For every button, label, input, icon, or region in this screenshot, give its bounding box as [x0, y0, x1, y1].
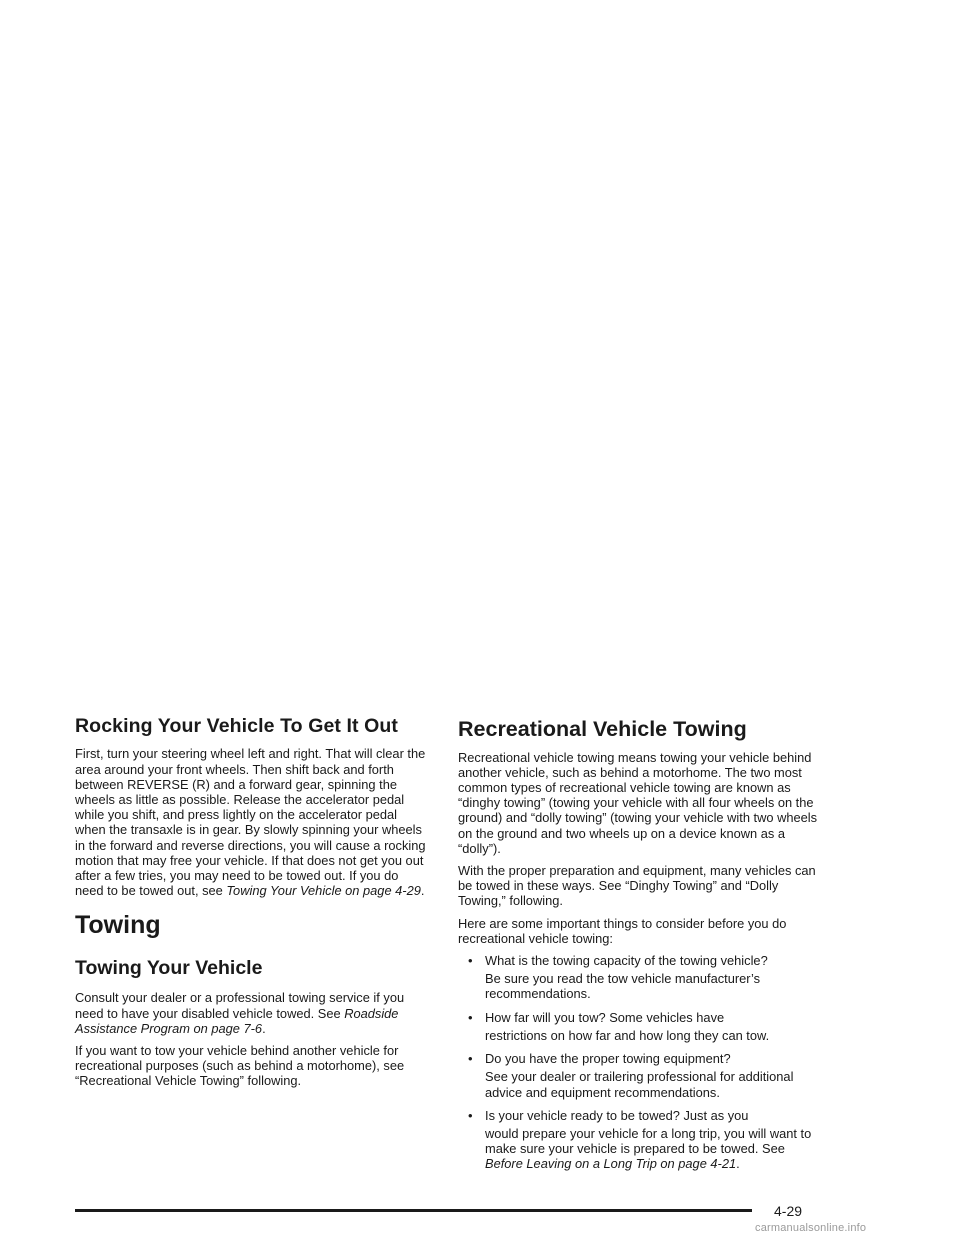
bullet-icon: •	[468, 953, 473, 969]
list-item-body: See your dealer or trailering professional for additional advice and equipment recommendations.	[485, 1069, 794, 1100]
rocking-text: First, turn your steering wheel left and right. That will clear the area around your front wheels. Then shift back and forth between REVERSE (R) and a forward gear, spinning the wheels as little as possible. Release the accelerator pedal while you shift, and press lightly on the accelerator pedal when the transaxle is in gear. By slowly spinning your wheels in the forward and reverse directions, you will cause a rocking motion that may free your vehicle. If that does not get you out after a few tries, you may need to be towed out. If you do need to be towed out, see	[75, 746, 426, 899]
watermark: carmanualsonline.info	[755, 1222, 867, 1234]
footer-rule	[75, 1209, 752, 1212]
list-item	[458, 953, 820, 1002]
list-item-body: Be sure you read the tow vehicle manufacturer’s recommendations.	[485, 971, 761, 1002]
rv-paragraph-3: Here are some important things to consider before you do recreational vehicle towing:	[458, 915, 787, 946]
rocking-page-ref: Towing Your Vehicle on page 4-29	[226, 883, 421, 899]
list-item-lead: Do you have the proper towing equipment?	[485, 1051, 731, 1067]
list-item-body: would prepare your vehicle for a long trip, you will want to make sure your vehicle is prepared to be towed. See	[485, 1125, 812, 1157]
towing-paragraph-1	[75, 990, 427, 1036]
towing-vehicle-heading: Towing Your Vehicle	[75, 956, 263, 979]
towing-p1-text: Consult your dealer or a professional towing service if you need to have your disabled vehicle towed. See	[75, 990, 405, 1021]
list-item	[458, 1051, 820, 1100]
bullet-icon: •	[468, 1051, 473, 1067]
towing-p1-page-ref: Roadside Assistance Program on page 7-6	[75, 1005, 399, 1036]
considerations-list	[458, 953, 820, 1171]
rv-heading: Recreational Vehicle Towing	[458, 717, 747, 741]
list-item-page-ref: Before Leaving on a Long Trip on page 4-21	[485, 1156, 737, 1172]
rocking-heading: Rocking Your Vehicle To Get It Out	[75, 715, 399, 737]
page-number: 4-29	[774, 1203, 803, 1219]
towing-heading: Towing	[75, 911, 161, 940]
list-item-end: .	[736, 1156, 740, 1172]
towing-p1-end: .	[262, 1020, 266, 1036]
rocking-paragraph	[75, 746, 427, 898]
list-item-body: restrictions on how far and how long they can tow.	[485, 1027, 770, 1043]
bullet-icon: •	[468, 1107, 473, 1123]
bullet-icon: •	[468, 1009, 473, 1025]
list-item-lead: What is the towing capacity of the towing vehicle?	[485, 953, 768, 969]
rv-paragraph-2: With the proper preparation and equipment, many vehicles can be towed in these ways. See “Dinghy Towing” and “Dolly Towing,” following.	[458, 863, 816, 909]
rv-paragraph-1: Recreational vehicle towing means towing your vehicle behind another vehicle, such as behind a motorhome. The two most common types of recreational vehicle towing are known as “dinghy towing” (towing your vehicle with all four wheels on the ground) and “dolly towing” (towing your vehicle with two wheels on the ground and two wheels up on a device known as a “dolly”).	[458, 749, 818, 856]
list-item	[458, 1108, 820, 1172]
list-item	[458, 1010, 820, 1043]
list-item-lead: Is your vehicle ready to be towed? Just as you	[485, 1107, 749, 1123]
right-column	[458, 716, 820, 1180]
rocking-end: .	[420, 883, 425, 899]
list-item-lead: How far will you tow? Some vehicles have	[485, 1009, 725, 1025]
left-column	[75, 716, 427, 1096]
towing-paragraph-2: If you want to tow your vehicle behind another vehicle for recreational purposes (such as behind a motorhome), see “Recreational Vehicle Towing” following.	[75, 1043, 405, 1089]
